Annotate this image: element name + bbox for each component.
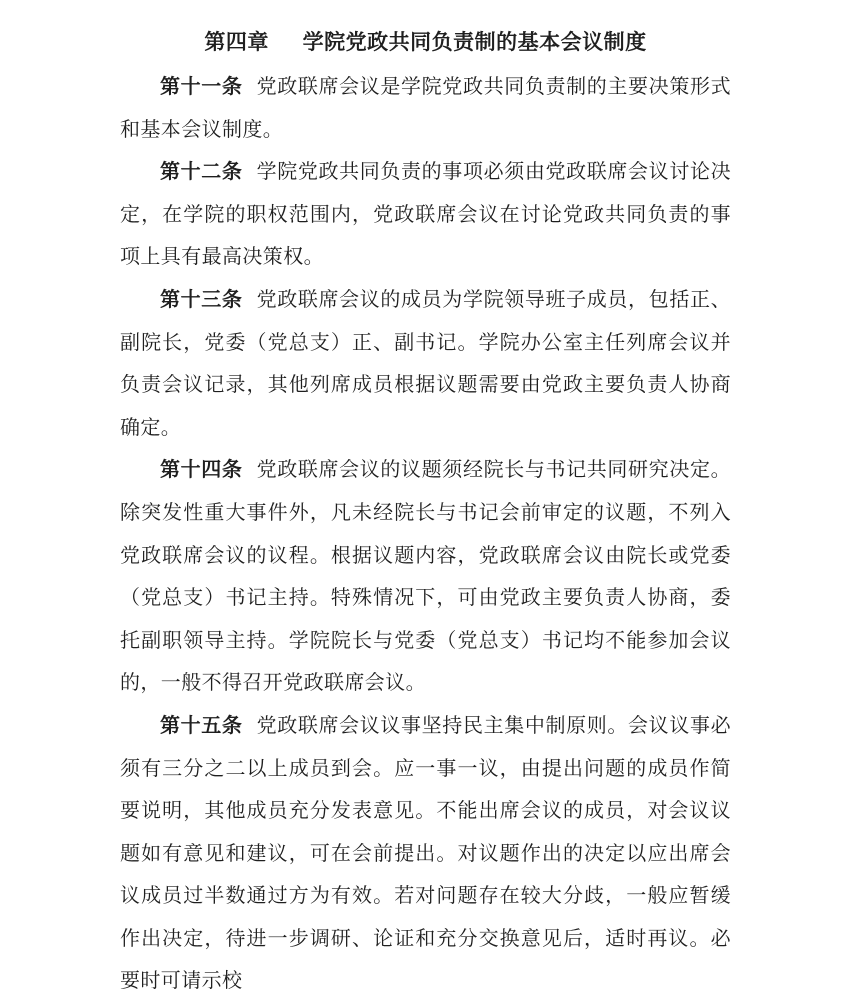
article-number: 第十二条 xyxy=(160,161,243,184)
article-number: 第十一条 xyxy=(160,76,243,98)
article-paragraph xyxy=(120,449,731,705)
chapter-title-text: 学院党政共同负责制的基本会议制度 xyxy=(302,30,647,54)
article-paragraph xyxy=(120,705,731,1003)
article-number: 第十三条 xyxy=(160,288,243,311)
chapter-number: 第四章 xyxy=(204,30,269,54)
article-number: 第十四条 xyxy=(160,459,243,482)
article-text: 党政联席会议议事坚持民主集中制原则。会议议事必须有三分之二以上成员到会。应一事一议，由提出问题的成员作简要说明，其他成员充分发表意见。不能出席会议的成员，对会议议题如有意见和建议，可在会前提出。对议题作出的决定以应出席会议成员过半数通过方为有效。若对问题存在较大分歧，一般应暂缓作出决定，待进一步调研、论证和充分交换意见后，适时再议。必要时可请示校 xyxy=(120,714,731,993)
article-number: 第十五条 xyxy=(160,714,243,737)
chapter-heading xyxy=(120,21,731,63)
article-list xyxy=(120,66,731,1003)
article-paragraph xyxy=(120,279,731,449)
article-text: 党政联席会议是学院党政共同负责制的主要决策形式和基本会议制度。 xyxy=(120,76,731,141)
article-paragraph xyxy=(120,66,731,151)
article-text: 党政联席会议的议题须经院长与书记共同研究决定。除突发性重大事件外，凡未经院长与书记会前审定的议题，不列入党政联席会议的议程。根据议题内容，党政联席会议由院长或党委（党总支）书记主持。特殊情况下，可由党政主要负责人协商，委托副职领导主持。学院院长与党委（党总支）书记均不能参加会议的，一般不得召开党政联席会议。 xyxy=(120,459,731,695)
article-text: 学院党政共同负责的事项必须由党政联席会议讨论决定，在学院的职权范围内，党政联席会议在讨论党政共同负责的事项上具有最高决策权。 xyxy=(120,161,731,269)
article-paragraph xyxy=(120,151,731,279)
article-text: 党政联席会议的成员为学院领导班子成员，包括正、副院长，党委（党总支）正、副书记。学院办公室主任列席会议并负责会议记录，其他列席成员根据议题需要由党政主要负责人协商确定。 xyxy=(120,288,731,439)
